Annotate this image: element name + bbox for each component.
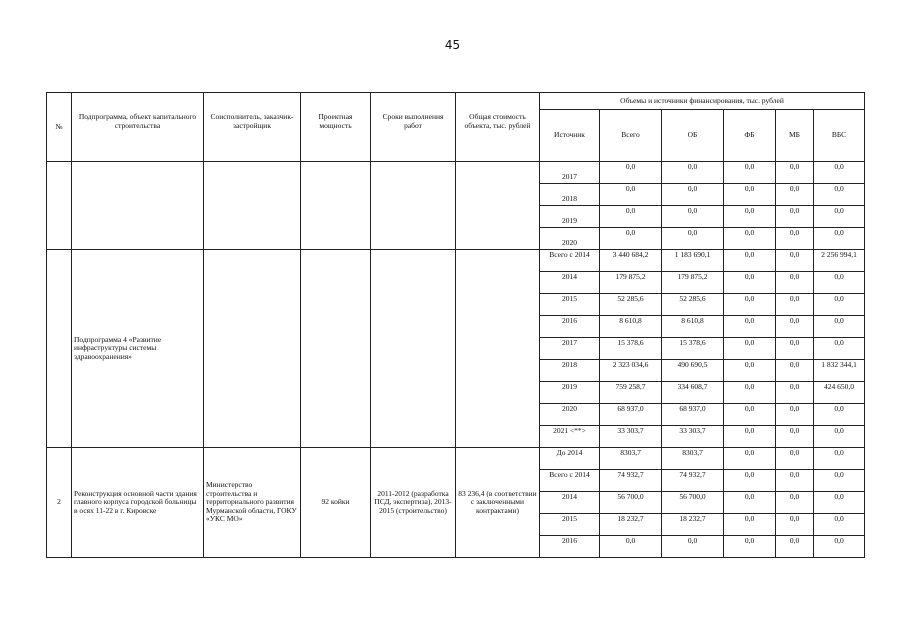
row-fb: 0,0 <box>724 338 776 360</box>
row-fb: 0,0 <box>724 360 776 382</box>
table-row <box>47 162 865 184</box>
row-ob: 56 700,0 <box>662 492 724 514</box>
row-fb: 0,0 <box>724 250 776 272</box>
row-source: 2014 <box>540 272 600 294</box>
row-mb: 0,0 <box>776 184 814 206</box>
row-ob: 179 875,2 <box>662 272 724 294</box>
object-terms: 2011-2012 (разработка ПСД, экспертиза), 2013-2015 (строительство) <box>371 448 456 558</box>
row-mb: 0,0 <box>776 360 814 382</box>
row-total: 52 285,6 <box>600 294 662 316</box>
row-ob: 0,0 <box>662 536 724 558</box>
header-terms: Сроки выполнения работ <box>371 93 456 162</box>
row-vbs: 0,0 <box>814 184 865 206</box>
block2-executor-cell <box>204 250 301 448</box>
row-total: 3 440 684,2 <box>600 250 662 272</box>
row-vbs: 1 832 344,1 <box>814 360 865 382</box>
row-vbs: 0,0 <box>814 294 865 316</box>
row-vbs: 0,0 <box>814 514 865 536</box>
row-fb: 0,0 <box>724 228 776 250</box>
block1-terms-cell <box>371 162 456 250</box>
row-source: 2014 <box>540 492 600 514</box>
page-number: 45 <box>444 38 461 52</box>
block1-capacity-cell <box>301 162 371 250</box>
row-fb: 0,0 <box>724 514 776 536</box>
row-mb: 0,0 <box>776 470 814 492</box>
row-ob: 0,0 <box>662 206 724 228</box>
row-ob: 33 303,7 <box>662 426 724 448</box>
header-total: Всего <box>600 110 662 162</box>
row-source: 2016 <box>540 536 600 558</box>
row-total: 68 937,0 <box>600 404 662 426</box>
header-fb: ФБ <box>724 110 776 162</box>
row-source: 2018 <box>540 184 600 206</box>
row-fb: 0,0 <box>724 426 776 448</box>
row-total: 759 258,7 <box>600 382 662 404</box>
block2-num-cell <box>47 250 72 448</box>
row-total: 56 700,0 <box>600 492 662 514</box>
table-row <box>47 250 865 272</box>
row-total: 33 303,7 <box>600 426 662 448</box>
row-source: 2018 <box>540 360 600 382</box>
row-vbs: 0,0 <box>814 470 865 492</box>
row-ob: 1 183 690,1 <box>662 250 724 272</box>
row-ob: 52 285,6 <box>662 294 724 316</box>
row-fb: 0,0 <box>724 316 776 338</box>
row-total: 0,0 <box>600 162 662 184</box>
row-mb: 0,0 <box>776 382 814 404</box>
header-ob: ОБ <box>662 110 724 162</box>
row-vbs: 424 650,0 <box>814 382 865 404</box>
row-mb: 0,0 <box>776 536 814 558</box>
row-total: 0,0 <box>600 536 662 558</box>
row-mb: 0,0 <box>776 228 814 250</box>
row-fb: 0,0 <box>724 162 776 184</box>
row-vbs: 0,0 <box>814 536 865 558</box>
row-source: 2020 <box>540 404 600 426</box>
row-fb: 0,0 <box>724 536 776 558</box>
financing-table <box>46 92 865 558</box>
row-fb: 0,0 <box>724 272 776 294</box>
row-source: 2017 <box>540 162 600 184</box>
row-mb: 0,0 <box>776 448 814 470</box>
row-vbs: 0,0 <box>814 404 865 426</box>
row-total: 0,0 <box>600 206 662 228</box>
row-fb: 0,0 <box>724 470 776 492</box>
row-source: 2020 <box>540 228 600 250</box>
row-mb: 0,0 <box>776 316 814 338</box>
row-mb: 0,0 <box>776 338 814 360</box>
row-ob: 8 610,8 <box>662 316 724 338</box>
row-vbs: 0,0 <box>814 448 865 470</box>
header-vbs: ВБС <box>814 110 865 162</box>
row-vbs: 0,0 <box>814 162 865 184</box>
row-fb: 0,0 <box>724 184 776 206</box>
row-source: До 2014 <box>540 448 600 470</box>
header-num: № <box>47 93 72 162</box>
row-total: 0,0 <box>600 228 662 250</box>
table-row <box>47 448 865 470</box>
row-source: Всего с 2014 <box>540 470 600 492</box>
header-executor: Соисполнитель, заказчик-застройщик <box>204 93 301 162</box>
header-subprogram: Подпрограмма, объект капитального строительства <box>72 93 204 162</box>
header-mb: МБ <box>776 110 814 162</box>
block1-executor-cell <box>204 162 301 250</box>
object-name: Реконструкция основной части здания главного корпуса городской больницы в осях 11-22 в г. Кировске <box>72 448 204 558</box>
row-total: 0,0 <box>600 184 662 206</box>
row-mb: 0,0 <box>776 492 814 514</box>
row-ob: 0,0 <box>662 228 724 250</box>
row-ob: 490 690,5 <box>662 360 724 382</box>
row-total: 179 875,2 <box>600 272 662 294</box>
row-total: 74 932,7 <box>600 470 662 492</box>
row-total: 8 610,8 <box>600 316 662 338</box>
row-vbs: 0,0 <box>814 228 865 250</box>
header-source: Источник <box>540 110 600 162</box>
row-vbs: 2 256 994,1 <box>814 250 865 272</box>
row-vbs: 0,0 <box>814 492 865 514</box>
row-mb: 0,0 <box>776 514 814 536</box>
row-source: 2019 <box>540 382 600 404</box>
object-executor: Министерство строительства и территориального развития Мурманской области, ГОКУ «УКС МО» <box>204 448 301 558</box>
block2-terms-cell <box>371 250 456 448</box>
row-source: Всего с 2014 <box>540 250 600 272</box>
row-mb: 0,0 <box>776 426 814 448</box>
row-source: 2017 <box>540 338 600 360</box>
block1-cost-cell <box>456 162 540 250</box>
row-vbs: 0,0 <box>814 316 865 338</box>
block2-capacity-cell <box>301 250 371 448</box>
row-ob: 8303,7 <box>662 448 724 470</box>
row-total: 8303,7 <box>600 448 662 470</box>
block1-name-cell <box>72 162 204 250</box>
row-mb: 0,0 <box>776 206 814 228</box>
header-capacity: Проектная мощность <box>301 93 371 162</box>
row-source: 2021 <**> <box>540 426 600 448</box>
row-source: 2016 <box>540 316 600 338</box>
row-ob: 0,0 <box>662 184 724 206</box>
row-vbs: 0,0 <box>814 338 865 360</box>
row-ob: 334 608,7 <box>662 382 724 404</box>
row-ob: 15 378,6 <box>662 338 724 360</box>
row-vbs: 0,0 <box>814 272 865 294</box>
row-total: 2 323 034,6 <box>600 360 662 382</box>
row-vbs: 0,0 <box>814 206 865 228</box>
row-fb: 0,0 <box>724 206 776 228</box>
row-source: 2015 <box>540 294 600 316</box>
row-total: 15 378,6 <box>600 338 662 360</box>
row-mb: 0,0 <box>776 294 814 316</box>
header-cost: Общая стоимость объекта, тыс. рублей <box>456 93 540 162</box>
row-ob: 74 932,7 <box>662 470 724 492</box>
row-ob: 68 937,0 <box>662 404 724 426</box>
object-num: 2 <box>47 448 72 558</box>
row-mb: 0,0 <box>776 162 814 184</box>
row-fb: 0,0 <box>724 382 776 404</box>
row-ob: 18 232,7 <box>662 514 724 536</box>
row-fb: 0,0 <box>724 492 776 514</box>
block1-num-cell <box>47 162 72 250</box>
row-mb: 0,0 <box>776 250 814 272</box>
object-cost: 83 236,4 (в соответствии с заключенными контрактами) <box>456 448 540 558</box>
header-finance: Объемы и источники финансирования, тыс. рублей <box>540 93 865 110</box>
subprogram-name: Подпрограмма 4 «Развитие инфраструктуры системы здравоохранения» <box>72 250 204 448</box>
row-ob: 0,0 <box>662 162 724 184</box>
object-capacity: 92 койки <box>301 448 371 558</box>
row-total: 18 232,7 <box>600 514 662 536</box>
row-fb: 0,0 <box>724 294 776 316</box>
row-source: 2015 <box>540 514 600 536</box>
block2-cost-cell <box>456 250 540 448</box>
row-source: 2019 <box>540 206 600 228</box>
row-fb: 0,0 <box>724 448 776 470</box>
row-mb: 0,0 <box>776 404 814 426</box>
row-fb: 0,0 <box>724 404 776 426</box>
row-vbs: 0,0 <box>814 426 865 448</box>
row-mb: 0,0 <box>776 272 814 294</box>
